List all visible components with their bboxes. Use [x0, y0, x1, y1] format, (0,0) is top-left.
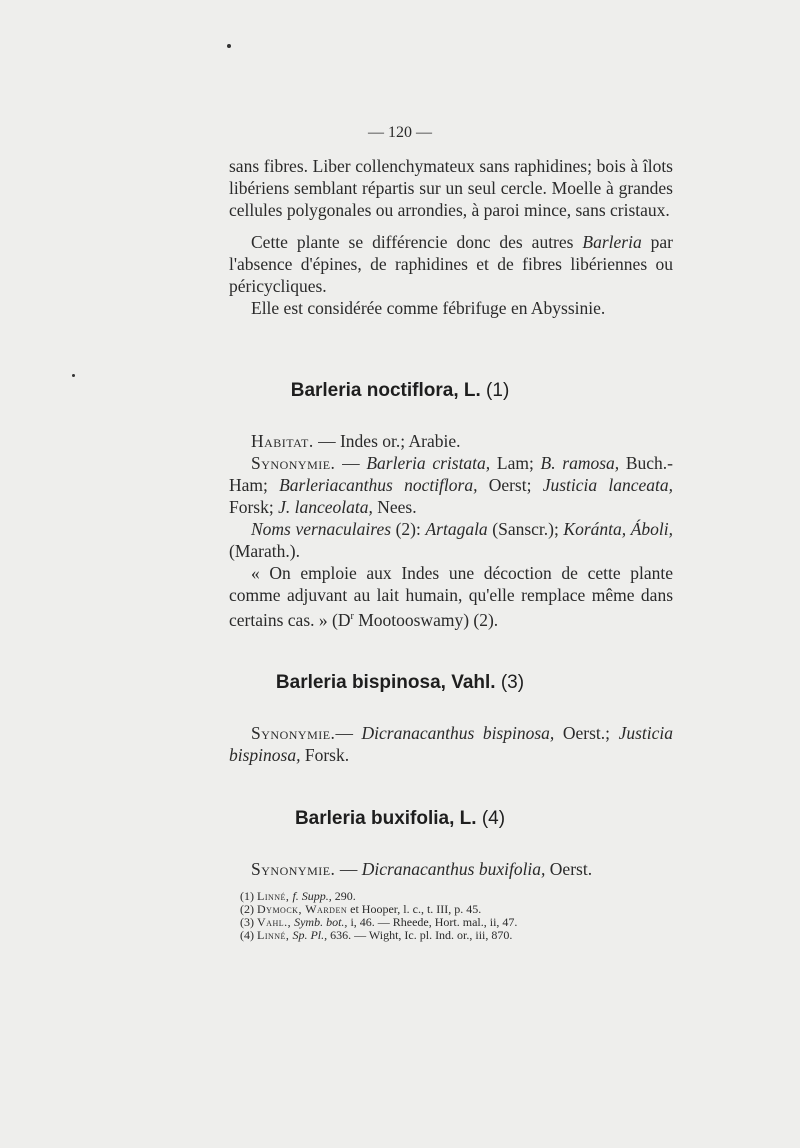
- footnote-ref: (1): [486, 380, 510, 401]
- footnote-ref: (4): [481, 808, 506, 829]
- synonym: Barleriacanthus noctiflora,: [279, 475, 478, 495]
- ink-speck: [227, 44, 231, 48]
- synonym: J. lanceolata,: [278, 497, 373, 517]
- text: Lam;: [490, 453, 541, 473]
- paragraph: [229, 231, 673, 297]
- footnote-ref: (3): [500, 672, 525, 693]
- footnote-work: Symb. bot.,: [291, 915, 348, 929]
- habitat-label: Habitat.: [251, 431, 314, 451]
- synonym: Barleria cristata,: [366, 453, 491, 473]
- species-title: Barleria buxifolia, L.: [294, 808, 477, 829]
- paragraph: sans fibres. Liber collenchymateux sans raphidines; bois à îlots libériens semblant répartis sur un seul cercle. Moelle à grandes cellules polygonales ou arrondies, à paroi mince, sans cristaux.: [229, 156, 673, 220]
- vernacular-name: Koránta, Áboli,: [563, 519, 674, 539]
- synonym: Justicia lanceata,: [542, 475, 673, 495]
- text: Oerst;: [477, 475, 543, 495]
- synonymy-paragraph: [229, 722, 673, 766]
- ink-speck: [72, 374, 75, 377]
- synonymy-label: Synonymie.: [251, 453, 336, 473]
- text: (Sanscr.);: [487, 519, 564, 539]
- footnote-text: 636. — Wight, Ic. pl. Ind. or., iii, 870.: [327, 928, 513, 942]
- footnote-text: i, 46. — Rheede, Hort. mal., ii, 47.: [347, 915, 518, 929]
- footnote: [240, 929, 684, 942]
- section-heading: [0, 380, 800, 402]
- footnote-author: Linné,: [257, 928, 290, 942]
- footnotes: [240, 890, 684, 942]
- text: Oerst.: [545, 859, 593, 879]
- habitat-text: — Indes or.; Arabie.: [313, 431, 461, 451]
- text: —: [335, 723, 362, 743]
- section3-body: [229, 858, 673, 880]
- footnote-number: (3): [240, 915, 257, 929]
- footnote-work: Sp. Pl.,: [289, 928, 328, 942]
- text: —: [335, 453, 367, 473]
- species-title: Barleria bispinosa, Vahl.: [275, 672, 496, 693]
- synonym: Dicranacanthus bispinosa,: [361, 723, 555, 743]
- footnote-number: (1): [240, 889, 257, 903]
- synonymy-paragraph: [229, 452, 673, 518]
- page-number: — 120 —: [368, 124, 432, 141]
- footnote-author: Linné,: [257, 889, 290, 903]
- species-title: Barleria noctiflora, L.: [290, 380, 481, 401]
- text: (2):: [391, 519, 426, 539]
- text: Mootooswamy) (2).: [353, 609, 499, 630]
- intro-text: [229, 155, 673, 319]
- synonym: B. ramosa,: [540, 453, 620, 473]
- quote-paragraph: [229, 562, 673, 631]
- footnote-number: (2): [240, 902, 257, 916]
- habitat-line: [229, 430, 673, 452]
- footnote-author: Vahl.,: [257, 915, 292, 929]
- vernacular-paragraph: [229, 518, 673, 562]
- vernacular-label: Noms vernaculaires: [251, 519, 392, 539]
- synonymy-label: Synonymie.: [251, 859, 336, 879]
- section1-body: [229, 430, 673, 631]
- footnote-number: (4): [240, 928, 257, 942]
- footnote-text: 290.: [331, 889, 356, 903]
- text: Forsk.: [300, 745, 350, 765]
- text: Cette plante se différencie donc des autres: [251, 232, 583, 252]
- genus-name: Barleria: [582, 232, 642, 252]
- section-heading: [0, 672, 800, 694]
- synonymy-label: Synonymie.: [251, 723, 336, 743]
- text: —: [335, 859, 362, 879]
- section-heading: [0, 808, 800, 830]
- synonymy-paragraph: [229, 858, 673, 880]
- text: Oerst.;: [554, 723, 619, 743]
- paragraph: Elle est considérée comme fébrifuge en Abyssinie.: [251, 298, 606, 318]
- section2-body: [229, 722, 673, 766]
- footnote-text: et Hooper, l. c., t. III, p. 45.: [347, 902, 482, 916]
- synonym: Justicia bispinosa,: [229, 723, 673, 765]
- footnote-work: f. Supp.,: [289, 889, 332, 903]
- superscript: r: [350, 611, 354, 622]
- text: « On emploie aux Indes une décoction de cette plante comme adjuvant au lait humain, qu'elle remplace même dans certains cas. » (D: [229, 563, 673, 630]
- text: Buch.-Ham;: [229, 453, 674, 495]
- text: (Marath.).: [229, 541, 300, 561]
- text: Forsk;: [229, 497, 279, 517]
- text: Nees.: [372, 497, 417, 517]
- vernacular-name: Artagala: [425, 519, 488, 539]
- text: par l'absence d'épines, de raphidines et de fibres libériennes ou péricycliques.: [229, 232, 673, 296]
- footnote-author: Dymock, Warden: [257, 902, 348, 916]
- synonym: Dicranacanthus buxifolia,: [361, 859, 546, 879]
